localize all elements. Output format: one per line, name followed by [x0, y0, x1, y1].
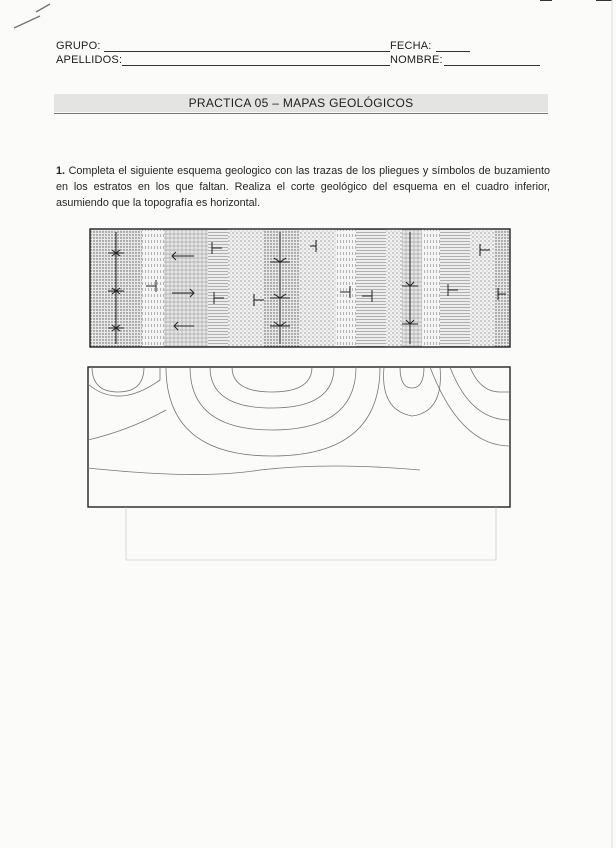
- exercise-number: 1.: [56, 165, 66, 177]
- apellidos-label: APELLIDOS:: [56, 54, 123, 66]
- grupo-label: GRUPO:: [56, 40, 101, 52]
- geological-map: [90, 229, 510, 347]
- cross-section-box[interactable]: [88, 367, 510, 560]
- page-title: PRACTICA 05 – MAPAS GEOLÓGICOS: [188, 96, 414, 110]
- exercise-text: Completa el siguiente esquema geologico con las trazas de los pliegues y símbolos de buzamiento en los estratos en los que faltan. Realiza el corte geológico del esquema en el cuadro inferior, asumiendo que la topografía es horizontal.: [56, 165, 550, 209]
- fecha-label: FECHA:: [390, 40, 432, 52]
- nombre-label: NOMBRE:: [390, 54, 443, 66]
